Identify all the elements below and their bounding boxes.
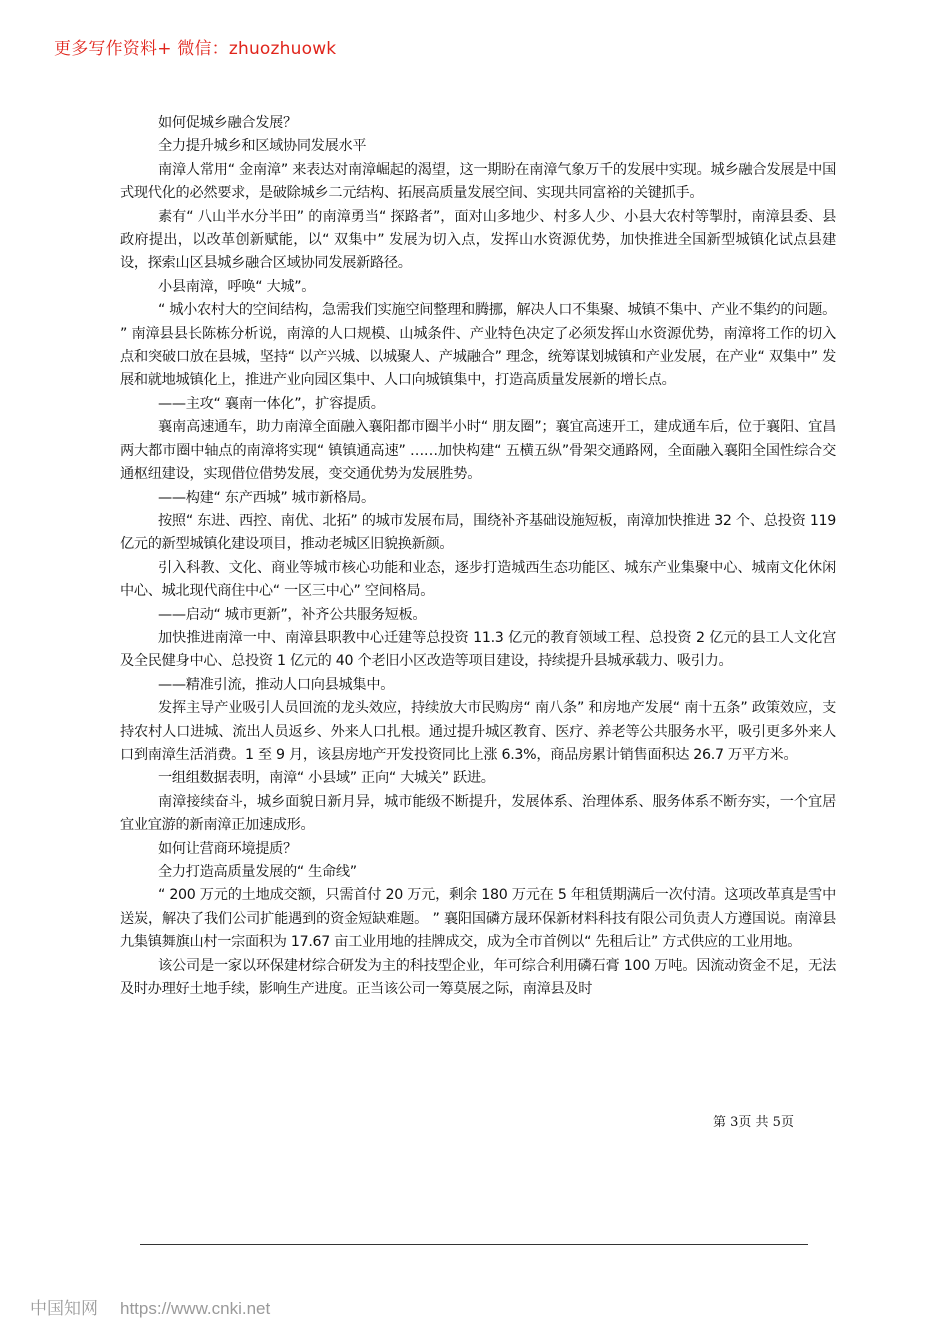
- paragraph: ——启动“ 城市更新”，补齐公共服务短板。: [158, 606, 427, 623]
- paragraph: 如何让营商环境提质？: [158, 840, 297, 857]
- paragraph: 全力打造高质量发展的“ 生命线”: [158, 864, 357, 880]
- watermark-site-name: 中国知网: [30, 1299, 98, 1318]
- paragraph: “ 200 万元的土地成交额，只需首付 20 万元，剩余 180 万元在 5 年租赁期满后一次付清。这项改革真是雪中送炭，解决了我们公司扩能遇到的资金短缺难题。 ” 襄阳国磷方晟环保新材料科技有限公司负责人方遵国说。南漳县九集镇舞旗山村一宗面积为 17.67 亩工业用地的挂牌成交，成为全市首例以“ 先租后让” 方式供应的工业用地。: [120, 887, 836, 951]
- paragraph: 小县南漳，呼唤“ 大城”。: [158, 278, 316, 295]
- paragraph: ——构建“ 东产西城” 城市新格局。: [158, 489, 375, 506]
- paragraph: 南漳接续奋斗，城乡面貌日新月异，城市能级不断提升，发展体系、治理体系、服务体系不断夯实，一个宜居宜业宜游的新南漳正加速成形。: [120, 793, 836, 834]
- paragraph: 按照“ 东进、西控、南优、北拓” 的城市发展布局，围绕补齐基础设施短板，南漳加快推进 32 个、总投资 119 亿元的新型城镇化建设项目，推动老城区旧貌换新颜。: [120, 512, 836, 553]
- page-number: 第 3页 共 5页: [713, 1115, 794, 1130]
- paragraph: 南漳人常用“ 金南漳” 来表达对南漳崛起的渴望，这一期盼在南漳气象万千的发展中实现。城乡融合发展是中国式现代化的必然要求，是破除城乡二元结构、拓展高质量发展空间、实现共同富裕的关键抓手。: [120, 161, 836, 202]
- paragraph: 发挥主导产业吸引人员回流的龙头效应，持续放大市民购房“ 南八条” 和房地产发展“ 南十五条” 政策效应，支持农村人口进城、流出人员返乡、外来人口扎根。通过提升城区教育、医疗、养老等公共服务水平，吸引更多外来人口到南漳生活消费。1 至 9 月，该县房地产开发投资同比上涨 6.3%，商品房累计销售面积达 26.7 万平方米。: [120, 700, 836, 763]
- paragraph: 加快推进南漳一中、南漳县职教中心迁建等总投资 11.3 亿元的教育领域工程、总投资 2 亿元的县工人文化宫及全民健身中心、总投资 1 亿元的 40 个老旧小区改造等项目建设，持续提升县城承载力、吸引力。: [120, 629, 836, 670]
- watermark-url: https://www.cnki.net: [120, 1299, 271, 1318]
- paragraph: 如何促城乡融合发展？: [158, 115, 297, 131]
- footer-divider: [140, 1244, 808, 1245]
- paragraph: 素有“ 八山半水分半田” 的南漳勇当“ 探路者”，面对山多地少、村多人少、小县大农村等掣肘，南漳县委、县政府提出，以改革创新赋能，以“ 双集中” 发展为切入点，发挥山水资源优势，加快推进全国新型城镇化试点县建设，探索山区县城乡融合区域协同发展新路径。: [120, 208, 836, 272]
- paragraph: 该公司是一家以环保建材综合研发为主的科技型企业，年可综合利用磷石膏 100 万吨。因流动资金不足，无法及时办理好土地手续，影响生产进度。正当该公司一筹莫展之际，南漳县及时: [120, 957, 836, 998]
- paragraph: 引入科教、文化、商业等城市核心功能和业态，逐步打造城西生态功能区、城东产业集聚中心、城南文化休闲中心、城北现代商住中心“ 一区三中心” 空间格局。: [120, 559, 836, 600]
- paragraph: 全力提升城乡和区域协同发展水平: [158, 138, 367, 155]
- paragraph: 一组组数据表明，南漳“ 小县域” 正向“ 大城关” 跃进。: [158, 770, 495, 787]
- article-body: [120, 112, 836, 1001]
- paragraph: ——精准引流，推动人口向县城集中。: [158, 676, 395, 693]
- paragraph: 襄南高速通车，助力南漳全面融入襄阳都市圈半小时“ 朋友圈”；襄宜高速开工，建成通车后，位于襄阳、宜昌两大都市圈中轴点的南漳将实现“ 镇镇通高速” ……加快构建“ 五横五纵”骨架交通路网，全面融入襄阳全国性综合交通枢纽建设，实现借位借势发展，变交通优势为发展胜势。: [120, 419, 836, 483]
- paragraph: “ 城小农村大的空间结构，急需我们实施空间整理和腾挪，解决人口不集聚、城镇不集中、产业不集约的问题。 ” 南漳县县长陈栋分析说，南漳的人口规模、山城条件、产业特色决定了必须发挥山水资源优势，南漳将工作的切入点和突破口放在县城，坚持“ 以产兴城、以城聚人、产城融合” 理念，统筹谋划城镇和产业发展，在产业“ 双集中” 发展和就地城镇化上，推进产业向园区集中、人口向城镇集中，打造高质量发展新的增长点。: [120, 302, 836, 389]
- promo-header: 更多写作资料+ 微信：zhuozhuowk: [54, 39, 337, 59]
- paragraph: ——主攻“ 襄南一体化”，扩容提质。: [158, 395, 385, 412]
- watermark: [30, 1294, 292, 1319]
